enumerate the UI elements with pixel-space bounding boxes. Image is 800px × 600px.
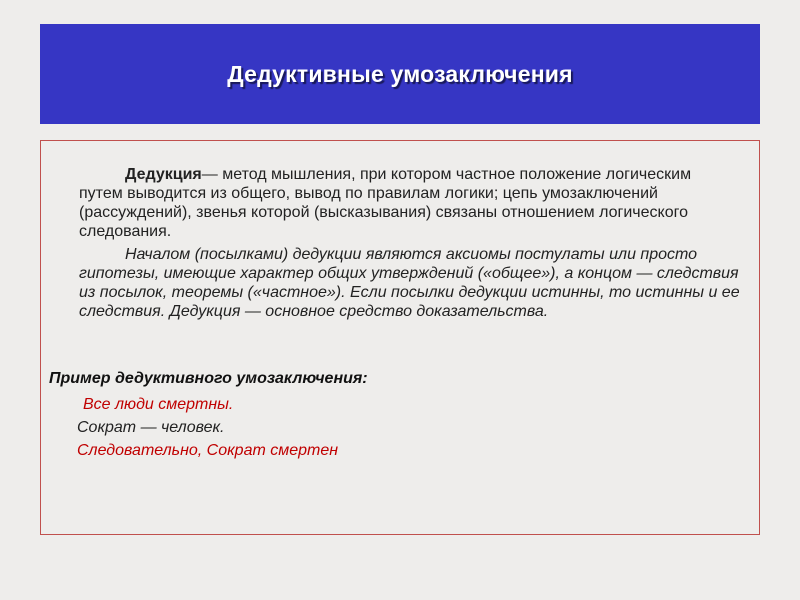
premises-paragraph: Началом (посылками) дедукции являются аксиомы постулаты или просто гипотезы, имеющие характер общих утверждений («общее»), а концом — следствия из посылок, теоремы («частное»). Если посылки дедукции истинны, то истинны и ее следствия. Дедукция — основное средство доказательства. [79, 246, 740, 320]
content-box [40, 140, 760, 535]
example-heading: Пример дедуктивного умозаключения: [49, 370, 368, 387]
definition-paragraph [79, 165, 739, 241]
example-line-2: Сократ — человек. [77, 419, 225, 436]
example-line-3: Следовательно, Сократ смертен [77, 442, 339, 459]
example-line-1: Все люди смертны. [83, 396, 234, 413]
definition-term: Дедукция [125, 166, 202, 183]
title-banner [40, 24, 760, 124]
slide-title: Дедуктивные умозаключения [227, 60, 573, 87]
definition-text: — метод мышления, при котором частное положение логическим путем выводится из общего, вывод по правилам логики; цепь умозаключений (рассуждений), звенья которой (высказывания) связаны отношением логического следования. [79, 166, 692, 240]
